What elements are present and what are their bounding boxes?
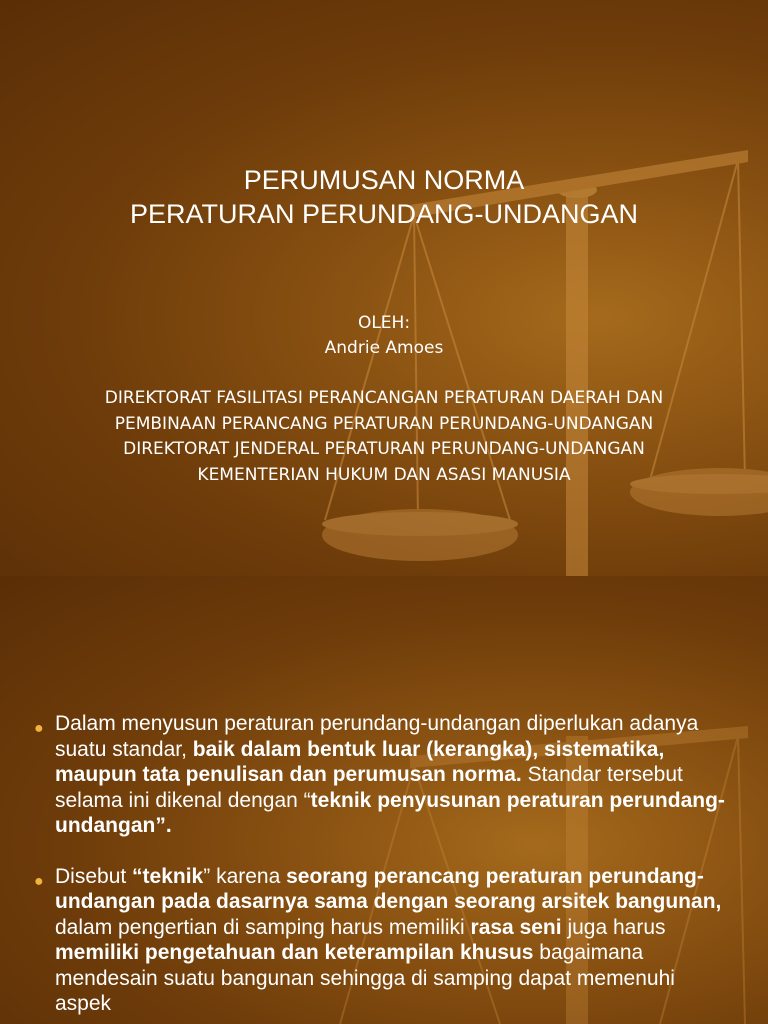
bullet-2-text-5: bagaimana mendesain suatu bangunan sehingga di samping dapat memenuhi aspek — [55, 941, 675, 1015]
bullet-2-bold-3: rasa seni — [470, 915, 562, 939]
author-block — [0, 311, 768, 361]
bullet-2-text-4: juga harus — [561, 915, 666, 939]
bullet-1-text-1: Dalam menyusun peraturan perundang-undangan diperlukan adanya suatu standar, — [55, 712, 699, 761]
author-name: Andrie Amoes — [324, 338, 444, 358]
title-line-2: PERATURAN PERUNDANG-UNDANGAN — [129, 199, 639, 229]
organization-block — [0, 386, 768, 488]
bullet-2-text-1: Disebut — [55, 864, 133, 888]
bullet-2-text-2: ” karena — [203, 864, 287, 888]
bullet-item-2 — [34, 864, 734, 1017]
bullet-1-bold-2: teknik penyusunan peraturan perundang-undangan”. — [55, 788, 725, 837]
bullet-2-bold-2: seorang perancang peraturan perundang-undangan pada dasarnya sama dengan seorang arsitek bangunan, — [55, 864, 722, 913]
org-line-1: DIREKTORAT FASILITASI PERANCANGAN PERATURAN DAERAH DAN — [104, 388, 664, 408]
bullet-1-text-2: Standar tersebut selama ini dikenal dengan “ — [55, 763, 683, 812]
title-line-1: PERUMUSAN NORMA — [243, 165, 525, 195]
by-label: OLEH: — [357, 313, 411, 333]
bullet-2-bold-4: memiliki pengetahuan dan keterampilan khusus — [55, 941, 534, 964]
org-line-4: KEMENTERIAN HUKUM DAN ASASI MANUSIA — [197, 464, 571, 485]
bullet-2-text-3: dalam pengertian di samping harus memiliki — [55, 915, 471, 939]
bullet-2-bold-1: “teknik — [132, 864, 204, 888]
bullet-dot-icon: ● — [34, 872, 44, 890]
org-line-3: DIREKTORAT JENDERAL PERATURAN PERUNDANG-UNDANGAN — [123, 439, 645, 459]
bullet-list — [34, 711, 734, 1024]
org-line-2: PEMBINAAN PERANCANG PERATURAN PERUNDANG-UNDANGAN — [114, 413, 654, 434]
content-slide — [0, 576, 768, 1024]
bullet-item-1 — [34, 711, 734, 839]
bullet-dot-icon: ● — [34, 720, 44, 737]
bullet-1-bold-1: baik dalam bentuk luar (kerangka), sistematika, maupun tata penulisan dan perumusan norma. — [55, 737, 665, 786]
slide-title — [0, 163, 768, 231]
